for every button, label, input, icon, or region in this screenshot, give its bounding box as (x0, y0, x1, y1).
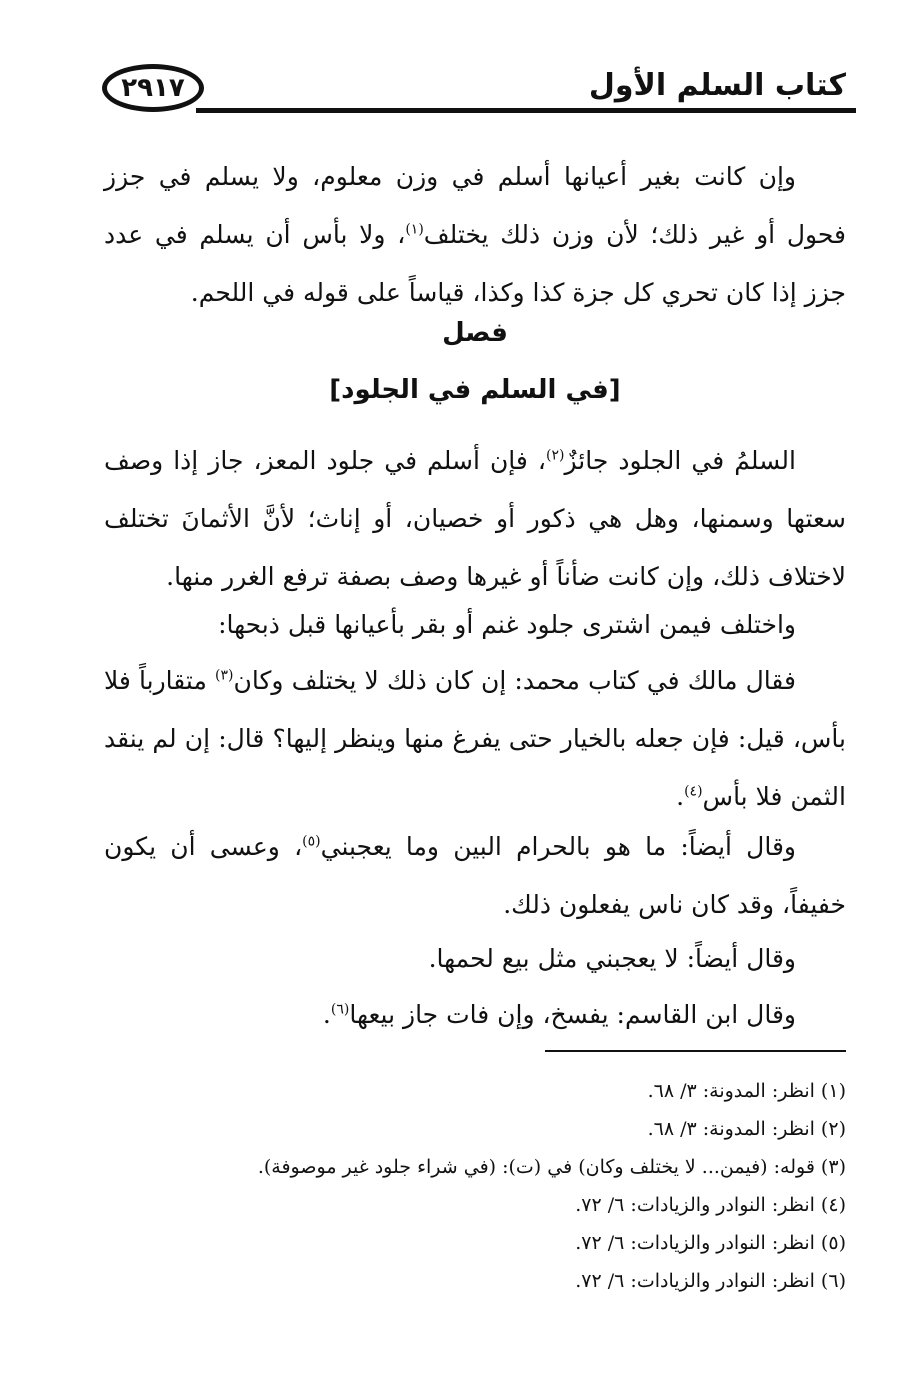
footnote-ref: (٦) (330, 1001, 350, 1018)
page-header (96, 62, 856, 122)
paragraph-5 (104, 818, 846, 934)
paragraph-text: ، فإن أسلم في جلود المعز، جاز إذا وصف سعتها وسمنها، وهل هي ذكور أو خصيان، أو إناث؛ لأنَّ الأثمانَ تختلف لاختلاف ذلك، وإن كانت ضأناً أو غيرها وصف بصفة ترفع الغرر منها. (104, 446, 846, 591)
section-subtitle: [في السلم في الجلود] (329, 375, 621, 405)
paragraph-7: وقال ابن القاسم: يفسخ، وإن فات جاز بيعها$^{(٦)}$. (322, 1000, 796, 1029)
footnote-ref: (٤) (684, 783, 703, 800)
paragraph-4: فقال مالك في كتاب محمد: إن كان ذلك لا يختلف وكان$^{(٣)}$ متقارباً فلا بأس، قيل: فإن جعله بالخيار حتى يفرغ منها وينظر إليها؟ قال: إن لم ينقد الثمن فلا بأس$^{(٤)}$. (104, 666, 846, 811)
book-title: كتاب السلم الأول (588, 68, 846, 103)
footnote-ref: (٢) (545, 447, 565, 464)
paragraph-text: وإن كانت بغير أعيانها أسلم في وزن معلوم، ولا يسلم في جزز فحول أو غير ذلك؛ لأن وزن ذلك يختلف (104, 162, 846, 249)
paragraph-3: واختلف فيمن اشترى جلود غنم أو بقر بأعيانها قبل ذبحها: (218, 610, 796, 639)
paragraph-2 (104, 432, 846, 606)
footnote-ref: (٣) (215, 667, 234, 684)
paragraph-text: متقارباً فلا بأس، قيل: فإن جعله بالخيار حتى يفرغ منها وينظر إليها؟ قال: إن لم ينقد الثمن فلا بأس (104, 666, 846, 811)
footnote-divider (545, 1050, 846, 1052)
paragraph-text: ، وعسى أن يكون خفيفاً، وقد كان ناس يفعلون ذلك. (104, 832, 846, 919)
paragraph-text: فقال مالك في كتاب محمد: إن كان ذلك لا يختلف وكان (233, 666, 797, 695)
footnotes (104, 1072, 846, 1300)
page-number (102, 64, 204, 112)
footnote: (٣) قوله: (فيمن... لا يختلف وكان) في (ت): (في شراء جلود غير موصوفة). (257, 1156, 846, 1178)
paragraph-6: وقال أيضاً: لا يعجبني مثل بيع لحمها. (428, 944, 796, 973)
footnote: (٦) انظر: النوادر والزيادات: ٦/ ٧٢. (575, 1270, 846, 1292)
footnote: (٤) انظر: النوادر والزيادات: ٦/ ٧٢. (575, 1194, 846, 1216)
page-number-text: ٢٩١٧ (121, 73, 185, 103)
paragraph-1 (104, 148, 846, 322)
section-title: فصل (442, 318, 508, 348)
footnote: (٥) انظر: النوادر والزيادات: ٦/ ٧٢. (575, 1232, 846, 1254)
header-rule (196, 108, 856, 113)
footnote-ref: (٥) (302, 833, 321, 850)
paragraph-text: وقال أيضاً: ما هو بالحرام البين وما يعجبني (320, 832, 796, 861)
paragraph-text: السلمُ في الجلود جائزٌ (564, 446, 796, 475)
footnote: (١) انظر: المدونة: ٣/ ٦٨. (647, 1080, 846, 1102)
footnote-ref: (١) (405, 221, 424, 238)
paragraph-text: ، ولا بأس أن يسلم في عدد جزز إذا كان تحري كل جزة كذا وكذا، قياساً على قوله في اللحم. (104, 220, 846, 307)
paragraph-text: وقال ابن القاسم: يفسخ، وإن فات جاز بيعها (349, 1000, 796, 1029)
footnote: (٢) انظر: المدونة: ٣/ ٦٨. (647, 1118, 846, 1140)
